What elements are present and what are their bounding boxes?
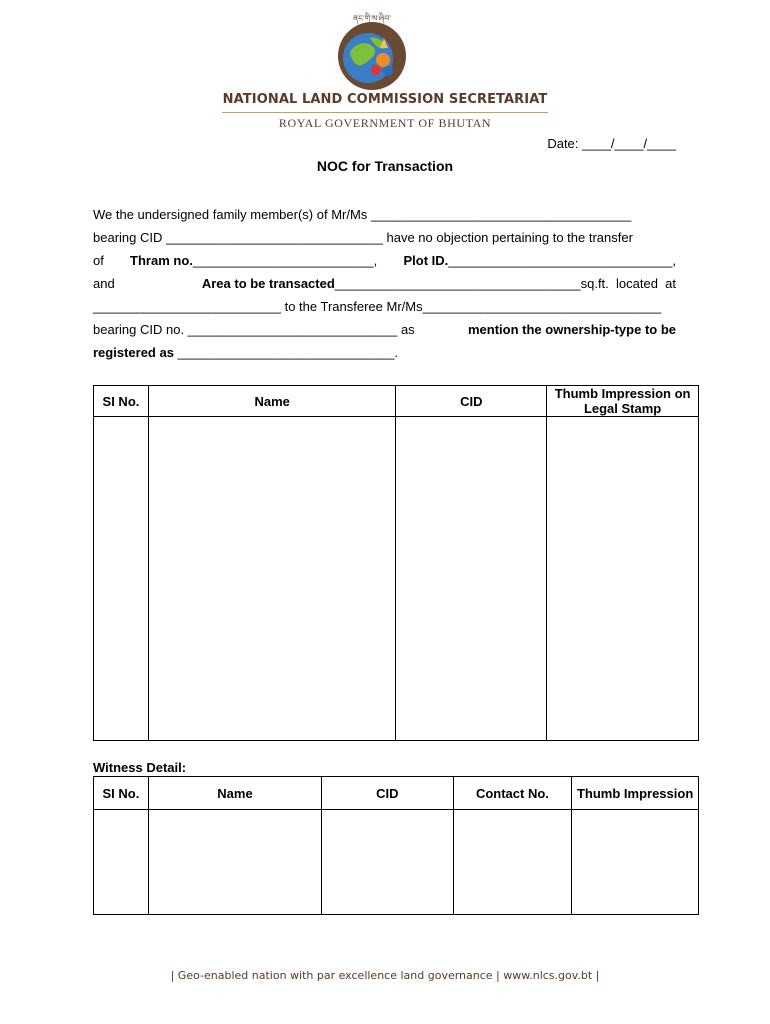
col-si-no: SI No. (94, 777, 149, 810)
cell-contact-no[interactable] (453, 810, 572, 915)
registered-as-label: registered as (93, 345, 174, 360)
org-subtitle: ROYAL GOVERNMENT OF BHUTAN (278, 116, 492, 130)
col-si-no: SI No. (94, 386, 149, 417)
col-cid: CID (396, 386, 547, 417)
cell-thumb[interactable] (572, 810, 699, 915)
date-line: Date: ____/____/____ (547, 136, 676, 151)
para-line-6 (93, 322, 676, 337)
nlcs-logo (330, 8, 414, 92)
col-thumb-impression: Thumb Impression (572, 777, 699, 810)
para-text: bearing CID no. _____________________________ as (93, 322, 415, 337)
flame-icon (376, 53, 390, 67)
para-line-4 (93, 276, 676, 291)
cell-cid[interactable] (396, 417, 547, 741)
plot-id-blank: _______________________________, (448, 253, 676, 268)
witness-detail-label: Witness Detail: (93, 760, 187, 775)
col-contact-no: Contact No. (453, 777, 572, 810)
thram-no-blank: _________________________, (192, 253, 378, 268)
plot-id-label: Plot ID. (403, 253, 449, 268)
para-line-1: We the undersigned family member(s) of Mr/Ms ____________________________________ (93, 207, 632, 222)
logo-script: ནང་གི་ས་ཞིབ་ (352, 14, 392, 23)
footer-tagline: | Geo-enabled nation with par excellence land governance | www.nlcs.gov.bt | (170, 969, 600, 982)
cell-si-no[interactable] (94, 810, 149, 915)
thram-no-label: Thram no. (130, 253, 193, 268)
cell-name[interactable] (148, 810, 321, 915)
document-title: NOC for Transaction (316, 158, 454, 174)
ownership-type-label: mention the ownership-type to be (467, 322, 676, 337)
col-thumb-impression: Thumb Impression on Legal Stamp (547, 386, 699, 417)
para-line-5: __________________________ to the Transferee Mr/Ms_________________________________ (93, 299, 662, 314)
col-cid: CID (322, 777, 453, 810)
cell-name[interactable] (148, 417, 396, 741)
table-row (94, 810, 699, 915)
area-blank: __________________________________sq.ft. located at (334, 276, 676, 291)
org-divider (222, 112, 548, 113)
registered-as-blank: ______________________________. (173, 345, 399, 360)
area-label: Area to be transacted (201, 276, 335, 291)
para-line-3 (93, 253, 676, 268)
org-name: NATIONAL LAND COMMISSION SECRETARIAT (222, 92, 548, 107)
para-line-7 (93, 345, 676, 360)
col-name: Name (148, 777, 321, 810)
family-members-table (93, 385, 699, 741)
witness-table (93, 776, 699, 915)
para-text: and (93, 276, 115, 291)
para-line-2: bearing CID ______________________________ have no objection pertaining to the transfer (93, 230, 633, 245)
cell-thumb[interactable] (547, 417, 699, 741)
cell-si-no[interactable] (94, 417, 149, 741)
para-text: of (93, 253, 104, 268)
table-row (94, 417, 699, 741)
cell-cid[interactable] (322, 810, 453, 915)
col-name: Name (148, 386, 396, 417)
